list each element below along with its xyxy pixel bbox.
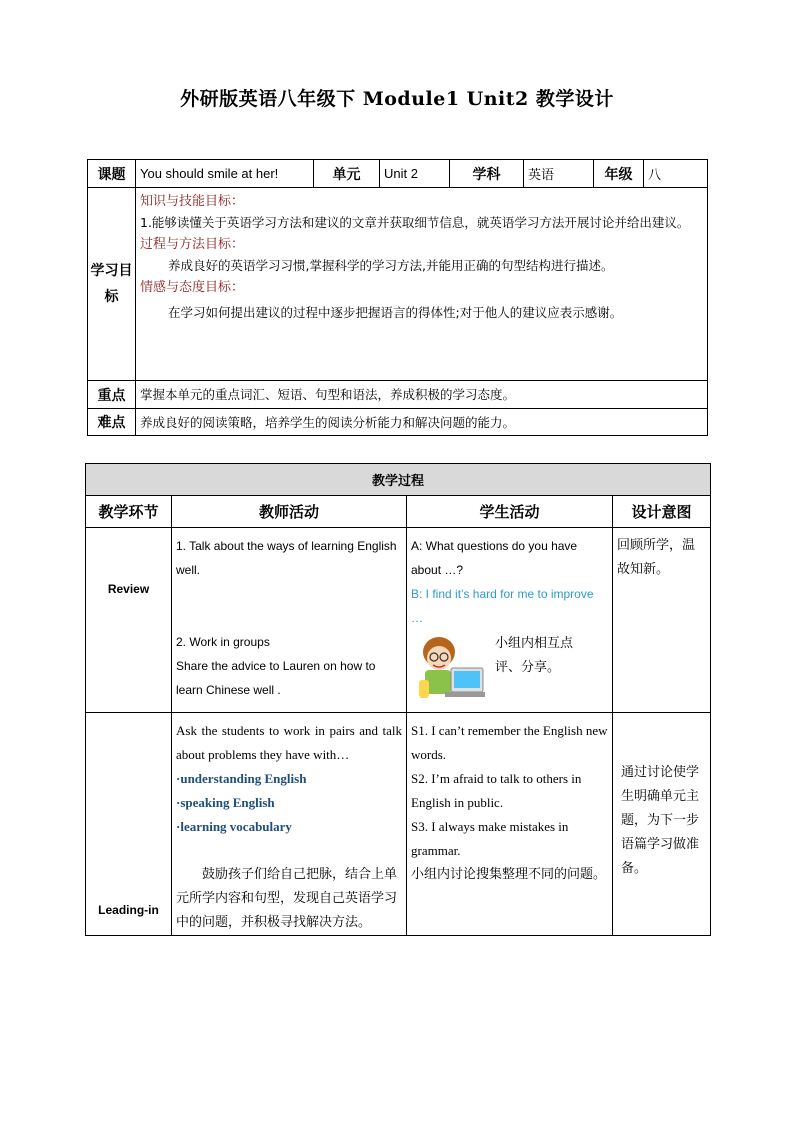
page-title: 外研版英语八年级下 Module1 Unit2 教学设计 (180, 88, 614, 110)
review-teacher-activity-2: 2. Work in groups (176, 635, 270, 649)
review-intent: 回顾所学，温故知新。 (613, 528, 711, 713)
topic-value: You should smile at her! (136, 160, 314, 188)
student-computer-illustration (411, 632, 487, 704)
goals-label: 学习目标 (88, 188, 136, 381)
subject-label: 学科 (450, 160, 524, 188)
header-student: 学生活动 (407, 496, 613, 528)
leading-teacher-item-understanding: ·understanding English (176, 771, 307, 786)
key-label: 重点 (88, 381, 136, 409)
grade-label: 年级 (594, 160, 644, 188)
leading-teacher-activity: Ask the students to work in pairs and talk about problems they have with… (176, 723, 402, 762)
review-student-cell (407, 528, 613, 713)
stage-leading-in: Leading-in (86, 713, 172, 936)
lesson-info-table (87, 159, 708, 436)
review-student-answer: B: I find it’s hard for me to improve … (411, 587, 594, 625)
stage-review: Review (86, 528, 172, 713)
review-teacher-activity-1: 1. Talk about the ways of learning English well. (176, 539, 397, 577)
key-value: 掌握本单元的重点词汇、短语、句型和语法，养成积极的学习态度。 (136, 381, 708, 409)
leading-teacher-item-speaking: ·speaking English (176, 795, 275, 810)
header-teacher: 教师活动 (172, 496, 407, 528)
review-student-question: A: What questions do you have about …? (411, 539, 578, 577)
difficult-value: 养成良好的阅读策略，培养学生的阅读分析能力和解决问题的能力。 (136, 409, 708, 436)
grade-value: 八 (644, 160, 708, 188)
goal-heading-knowledge: 知识与技能目标： (140, 194, 245, 209)
leading-intent: 通过讨论使学生明确单元主题，为下一步语篇学习做准备。 (613, 713, 711, 936)
leading-student-s1: S1. I can’t remember the English new words. (411, 723, 608, 762)
leading-student-discussion: 小组内讨论搜集整理不同的问题。 (411, 867, 607, 882)
goal-text-process: 养成良好的英语学习习惯,掌握科学的学习方法,并能用正确的句型结构进行描述。 (168, 258, 614, 273)
goal-text-knowledge: 1.能够读懂关于英语学习方法和建议的文章并获取细节信息，就英语学习方法开展讨论并给出建议。 (140, 215, 690, 230)
review-student-discussion: 小组内相互点评、分享。 (495, 636, 574, 675)
goal-text-emotion: 在学习如何提出建议的过程中逐步把握语言的得体性;对于他人的建议应表示感谢。 (168, 305, 623, 320)
goal-heading-process: 过程与方法目标： (140, 237, 245, 252)
goal-heading-emotion: 情感与态度目标： (140, 280, 245, 295)
leading-teacher-cell (172, 713, 407, 936)
header-intent: 设计意图 (613, 496, 711, 528)
leading-student-s3: S3. I always make mistakes in grammar. (411, 819, 569, 858)
teaching-process-table (85, 463, 711, 936)
header-stage: 教学环节 (86, 496, 172, 528)
unit-value: Unit 2 (380, 160, 450, 188)
unit-label: 单元 (314, 160, 380, 188)
review-teacher-activity-2-detail: Share the advice to Lauren on how to learn Chinese well . (176, 659, 376, 697)
process-title: 教学过程 (86, 464, 711, 496)
leading-student-cell (407, 713, 613, 936)
subject-value: 英语 (524, 160, 594, 188)
review-teacher-cell (172, 528, 407, 713)
difficult-label: 难点 (88, 409, 136, 436)
leading-teacher-encourage: 鼓励孩子们给自己把脉，结合上单元所学内容和句型，发现自己英语学习中的问题，并积极寻找解决方法。 (176, 867, 398, 930)
goals-cell (136, 188, 708, 381)
leading-student-s2: S2. I’m afraid to talk to others in English in public. (411, 771, 582, 810)
leading-teacher-item-vocabulary: ·learning vocabulary (176, 819, 292, 834)
topic-label: 课题 (88, 160, 136, 188)
